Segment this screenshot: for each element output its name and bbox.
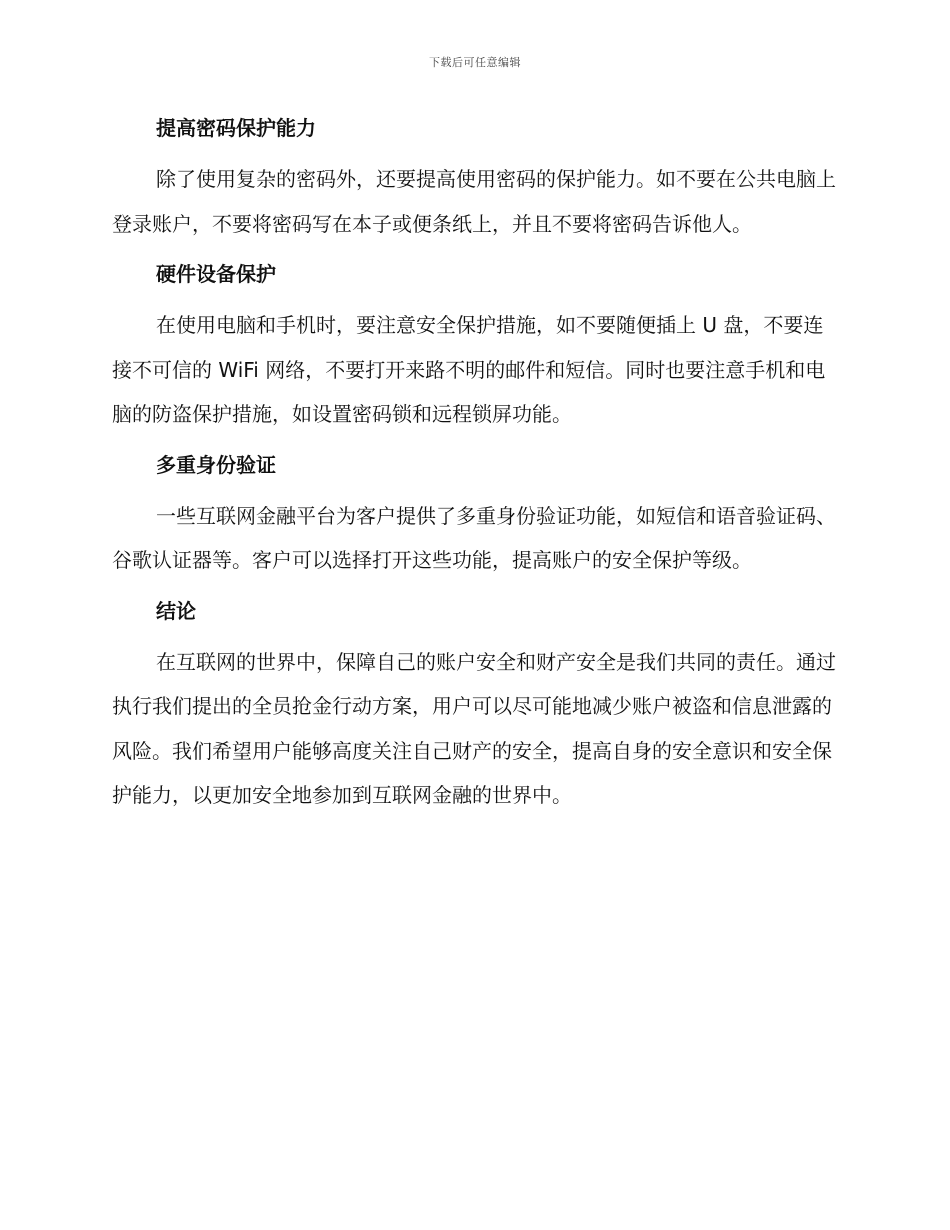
section-paragraph: 除了使用复杂的密码外，还要提高使用密码的保护能力。如不要在公共电脑上登录账户，不要将密码写在本子或便条纸上，并且不要将密码告诉他人。 [112,167,836,236]
section-paragraph: 在互联网的世界中，保障自己的账户安全和财产安全是我们共同的责任。通过执行我们提出的全员抢金行动方案，用户可以尽可能地减少账户被盗和信息泄露的风险。我们希望用户能够高度关注自己财产的安全，提高自身的安全意识和安全保护能力，以更加安全地参加到互联网金融的世界中。 [112,649,836,807]
section-multi-factor-auth [112,447,838,583]
section-heading: 结论 [156,598,196,623]
header-note: 下载后可任意编辑 [429,56,521,69]
section-heading: 多重身份验证 [156,452,276,477]
section-conclusion [112,593,838,818]
section-password-protection [112,110,838,246]
section-hardware-protection [112,256,838,437]
section-paragraph: 在使用电脑和手机时，要注意安全保护措施，如不要随便插上 U 盘，不要连接不可信的 WiFi 网络，不要打开来路不明的邮件和短信。同时也要注意手机和电脑的防盗保护措施，如设置密码锁和远程锁屏功能。 [112,313,826,426]
section-paragraph: 一些互联网金融平台为客户提供了多重身份验证功能，如短信和语音验证码、谷歌认证器等。客户可以选择打开这些功能，提高账户的安全保护等级。 [112,503,836,572]
section-heading: 提高密码保护能力 [156,116,316,140]
document-body [112,110,838,828]
section-heading: 硬件设备保护 [156,262,276,286]
